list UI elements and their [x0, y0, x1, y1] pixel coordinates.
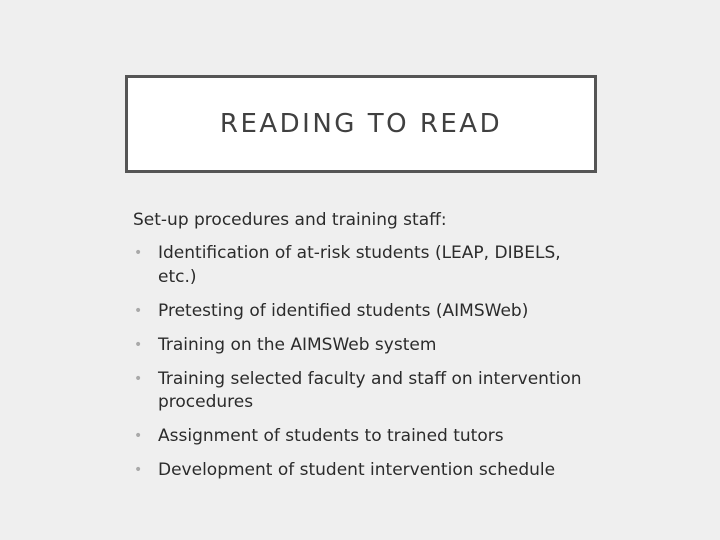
bullet-list [133, 242, 603, 483]
bullet-dot-icon: • [134, 302, 143, 319]
intro-text: Set-up procedures and training staff: [133, 210, 447, 230]
bullet-text: Assignment of students to trained tutors [158, 426, 504, 446]
bullet-dot-icon: • [134, 245, 143, 261]
title-box [125, 75, 597, 173]
bullet-dot-icon: • [134, 336, 143, 353]
bullet-text: Training selected faculty and staff on intervention procedures [158, 368, 582, 412]
bullet-item [133, 425, 603, 449]
bullet-text: Pretesting of identified students (AIMSWeb) [158, 300, 529, 321]
bullet-item [133, 459, 603, 483]
bullet-text: Development of student intervention schedule [158, 460, 556, 480]
bullet-item [133, 242, 603, 289]
bullet-text: Identification of at-risk students (LEAP, DIBELS, etc.) [158, 243, 561, 287]
bullet-dot-icon: • [134, 462, 143, 478]
bullet-text: Training on the AIMSWeb system [158, 334, 437, 355]
slide-content [133, 208, 603, 493]
bullet-dot-icon: • [134, 428, 143, 444]
bullet-dot-icon: • [134, 370, 143, 387]
bullet-item [133, 300, 603, 324]
bullet-item [133, 368, 603, 415]
bullet-item [133, 334, 603, 358]
slide-title: READING TO READ [219, 109, 503, 139]
